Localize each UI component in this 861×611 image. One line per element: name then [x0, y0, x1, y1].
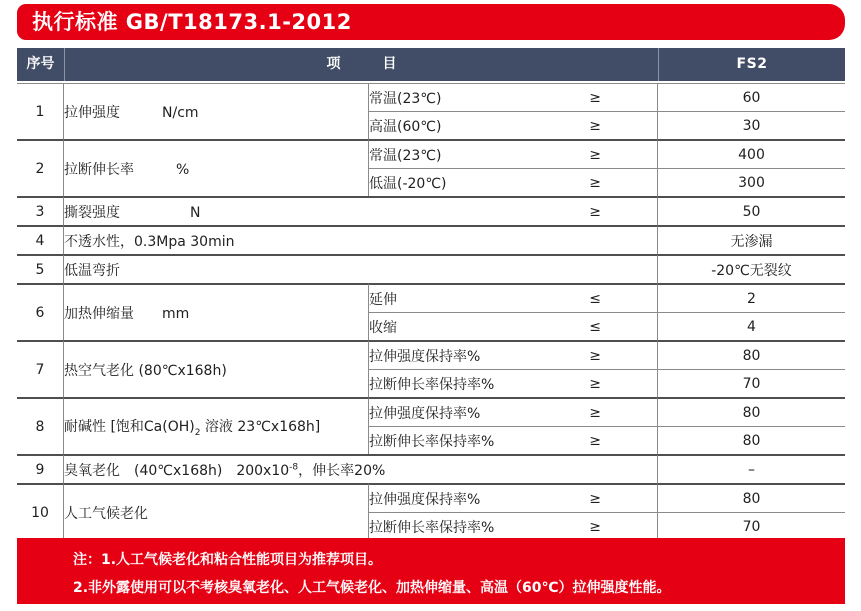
value-cell: 无渗漏 [658, 225, 845, 254]
condition-cell [369, 483, 658, 512]
value-cell: 80 [658, 397, 845, 426]
row-number: 8 [17, 397, 64, 454]
item-cell: 拉断伸长率 % [64, 139, 369, 196]
item-cell [64, 196, 658, 225]
row-number: 2 [17, 139, 64, 196]
condition-label: 高温(60℃) [369, 118, 442, 135]
item-cell: 拉伸强度 N/cm [64, 83, 369, 139]
value-cell: -20℃无裂纹 [658, 254, 845, 283]
row-number: 9 [17, 454, 64, 483]
condition-label: 拉断伸长率保持率% [369, 519, 495, 536]
ge-symbol: ≥ [589, 432, 601, 449]
table-row [17, 340, 845, 369]
item-label: 撕裂强度 N [64, 204, 201, 221]
value-cell: 2 [658, 283, 845, 312]
condition-label: 低温(-20℃) [369, 175, 447, 192]
condition-cell [369, 340, 658, 369]
table-row [17, 254, 845, 283]
le-symbol: ≤ [589, 290, 601, 307]
ge-symbol: ≥ [589, 117, 601, 134]
item-cell: 人工气候老化 [64, 483, 369, 542]
standard-title-banner [17, 4, 845, 40]
table-row [17, 483, 845, 512]
item-cell [64, 225, 658, 254]
value-cell: 70 [658, 512, 845, 542]
item-subscript: 2 [194, 427, 201, 438]
row-number: 7 [17, 340, 64, 397]
item-label: 耐碱性 [饱和Ca(OH) [64, 418, 195, 435]
row-number: 3 [17, 196, 64, 225]
item-label: 不透水性，0.3Mpa 30min [64, 233, 235, 250]
ge-symbol: ≥ [589, 203, 601, 220]
value-cell: 60 [658, 83, 845, 111]
item-cell [64, 254, 658, 283]
value-cell: 300 [658, 168, 845, 196]
page-title: 执行标准 GB/T18173.1-2012 [32, 10, 352, 34]
item-superscript: -8 [289, 461, 299, 472]
condition-cell [369, 111, 658, 139]
condition-cell [369, 426, 658, 454]
condition-cell [369, 369, 658, 397]
condition-cell [369, 283, 658, 312]
condition-label: 拉伸强度保持率% [369, 491, 481, 508]
condition-label: 收缩 [369, 319, 397, 336]
condition-label: 拉断伸长率保持率% [369, 376, 495, 393]
item-label: 臭氧老化 (40℃x168h) 200x10 [64, 462, 290, 479]
condition-cell [369, 312, 658, 340]
ge-symbol: ≥ [589, 375, 601, 392]
ge-symbol: ≥ [589, 518, 601, 535]
condition-cell [369, 168, 658, 196]
col-header-item: 项 目 [64, 48, 658, 81]
value-cell: 50 [658, 196, 845, 225]
spec-table [17, 83, 845, 542]
condition-cell [369, 397, 658, 426]
condition-label: 常温(23℃) [369, 147, 442, 164]
row-number: 4 [17, 225, 64, 254]
item-cell: 加热伸缩量 mm [64, 283, 369, 340]
item-label [64, 463, 385, 479]
row-number: 10 [17, 483, 64, 542]
table-row [17, 139, 845, 168]
notes-banner [17, 538, 845, 604]
row-number: 1 [17, 83, 64, 139]
value-cell: 80 [658, 340, 845, 369]
item-cell [64, 454, 658, 483]
condition-cell [369, 139, 658, 168]
value-cell: 70 [658, 369, 845, 397]
ge-symbol: ≥ [589, 146, 601, 163]
condition-cell [369, 83, 658, 111]
condition-label: 拉伸强度保持率% [369, 405, 481, 422]
item-label: 低温弯折 [64, 262, 120, 279]
item-cell [64, 397, 369, 454]
col-header-fs2: FS2 [658, 48, 845, 81]
ge-symbol: ≥ [589, 347, 601, 364]
condition-label: 延伸 [369, 291, 397, 308]
table-row [17, 283, 845, 312]
ge-symbol: ≥ [589, 174, 601, 191]
condition-label: 拉伸强度保持率% [369, 348, 481, 365]
le-symbol: ≤ [589, 318, 601, 335]
item-cell: 热空气老化 (80℃x168h) [64, 340, 369, 397]
item-label: ，伸长率20% [298, 462, 386, 479]
table-row [17, 196, 845, 225]
condition-label: 拉断伸长率保持率% [369, 433, 495, 450]
table-header-row [17, 48, 845, 81]
note-line-2: 2.非外露使用可以不考核臭氧老化、人工气候老化、加热伸缩量、高温（60℃）拉伸强度性能。 [73, 580, 671, 596]
value-cell: 30 [658, 111, 845, 139]
ge-symbol: ≥ [589, 490, 601, 507]
value-cell: 80 [658, 426, 845, 454]
table-row [17, 225, 845, 254]
condition-label: 常温(23℃) [369, 90, 442, 107]
value-cell: 80 [658, 483, 845, 512]
ge-symbol: ≥ [589, 89, 601, 106]
row-number: 5 [17, 254, 64, 283]
table-row [17, 397, 845, 426]
value-cell: – [658, 454, 845, 483]
row-number: 6 [17, 283, 64, 340]
ge-symbol: ≥ [589, 404, 601, 421]
value-cell: 4 [658, 312, 845, 340]
item-label: 溶液 23℃x168h] [200, 418, 321, 435]
note-line-1: 注：1.人工气候老化和粘合性能项目为推荐项目。 [73, 552, 383, 568]
value-cell: 400 [658, 139, 845, 168]
col-header-no: 序号 [26, 56, 55, 72]
table-row [17, 83, 845, 111]
table-row [17, 454, 845, 483]
